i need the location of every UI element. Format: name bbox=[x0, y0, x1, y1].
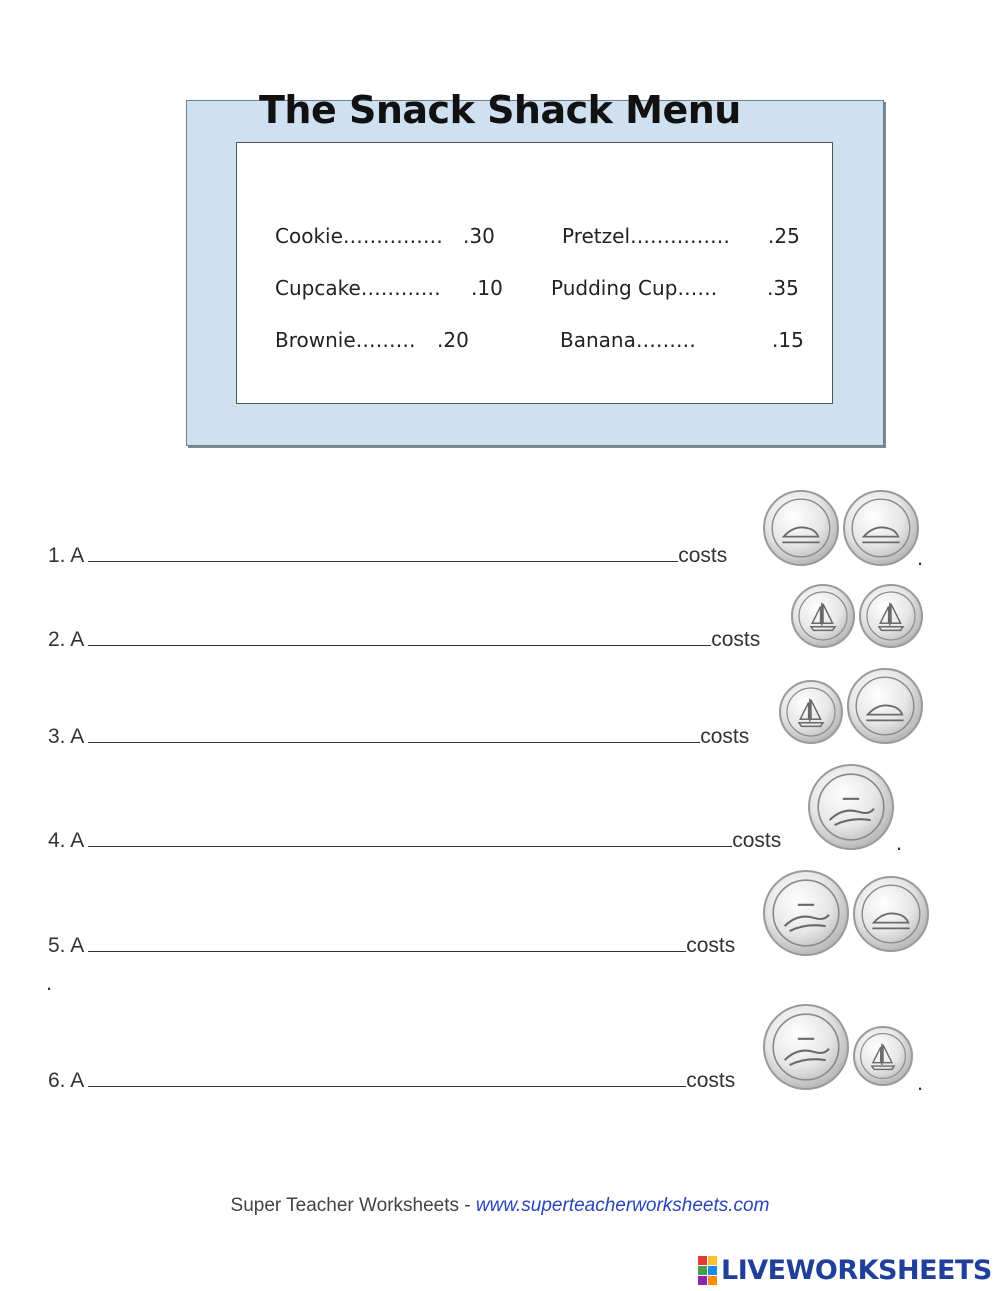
menu-title: The Snack Shack Menu bbox=[259, 88, 741, 132]
menu-price-banana: .15 bbox=[772, 328, 804, 352]
sentence-period: . bbox=[46, 970, 53, 995]
quarter-coin-icon bbox=[763, 870, 849, 956]
nickel-coin-icon bbox=[853, 876, 929, 952]
answer-blank-6[interactable] bbox=[88, 1068, 686, 1087]
menu-item-banana: Banana……… bbox=[560, 328, 696, 352]
answer-blank-2[interactable] bbox=[88, 627, 711, 646]
menu-price-brownie: .20 bbox=[437, 328, 469, 352]
costs-label: costs bbox=[700, 725, 750, 748]
quarter-coin-icon bbox=[808, 764, 894, 850]
question-number: 3. A bbox=[48, 725, 85, 748]
menu-box bbox=[236, 142, 833, 404]
answer-blank-3[interactable] bbox=[88, 724, 700, 743]
footer-text: Super Teacher Worksheets - bbox=[230, 1195, 476, 1216]
coins-4 bbox=[808, 764, 894, 850]
sentence-period: . bbox=[917, 545, 924, 570]
menu-item-cupcake: Cupcake………… bbox=[275, 276, 441, 300]
dime-coin-icon bbox=[779, 680, 843, 744]
dime-coin-icon bbox=[853, 1026, 913, 1086]
nickel-coin-icon bbox=[847, 668, 923, 744]
question-number: 1. A bbox=[48, 544, 85, 567]
logo-block bbox=[698, 1276, 707, 1285]
quarter-coin-icon bbox=[763, 1004, 849, 1090]
nickel-coin-icon bbox=[763, 490, 839, 566]
coins-1 bbox=[763, 490, 919, 566]
question-number: 2. A bbox=[48, 628, 85, 651]
logo-block bbox=[708, 1266, 717, 1275]
logo-block bbox=[698, 1266, 707, 1275]
logo-block bbox=[708, 1256, 717, 1265]
question-5 bbox=[48, 933, 735, 958]
costs-label: costs bbox=[732, 829, 782, 852]
answer-blank-4[interactable] bbox=[88, 828, 732, 847]
dime-coin-icon bbox=[791, 584, 855, 648]
menu-item-pretzel: Pretzel…………… bbox=[562, 224, 730, 248]
answer-blank-1[interactable] bbox=[88, 543, 678, 562]
logo-text: LIVEWORKSHEETS bbox=[721, 1255, 992, 1286]
coins-3 bbox=[779, 668, 923, 744]
sentence-period: . bbox=[896, 830, 903, 855]
menu-price-cookie: .30 bbox=[463, 224, 495, 248]
footer-link[interactable]: www.superteacherworksheets.com bbox=[475, 1195, 770, 1216]
dime-coin-icon bbox=[859, 584, 923, 648]
answer-blank-5[interactable] bbox=[88, 933, 686, 952]
nickel-coin-icon bbox=[843, 490, 919, 566]
sentence-period: . bbox=[917, 1070, 924, 1095]
question-number: 4. A bbox=[48, 829, 85, 852]
logo-block bbox=[698, 1256, 707, 1265]
question-1 bbox=[48, 543, 727, 568]
costs-label: costs bbox=[678, 544, 728, 567]
menu-item-cookie: Cookie…………… bbox=[275, 224, 443, 248]
menu-price-pretzel: .25 bbox=[768, 224, 800, 248]
coins-5 bbox=[763, 870, 929, 956]
coins-2 bbox=[791, 584, 923, 648]
coins-6 bbox=[763, 1004, 913, 1090]
footer bbox=[0, 1195, 1000, 1217]
costs-label: costs bbox=[686, 934, 736, 957]
logo-block bbox=[708, 1276, 717, 1285]
question-3 bbox=[48, 724, 749, 749]
costs-label: costs bbox=[711, 628, 761, 651]
question-4 bbox=[48, 828, 781, 853]
liveworksheets-logo[interactable] bbox=[698, 1255, 992, 1286]
question-number: 5. A bbox=[48, 934, 85, 957]
menu-item-brownie: Brownie……… bbox=[275, 328, 416, 352]
question-2 bbox=[48, 627, 760, 652]
logo-blocks-icon bbox=[698, 1256, 717, 1285]
costs-label: costs bbox=[686, 1069, 736, 1092]
question-6 bbox=[48, 1068, 735, 1093]
menu-price-pudding-cup: .35 bbox=[767, 276, 799, 300]
menu-item-pudding-cup: Pudding Cup…… bbox=[551, 276, 718, 300]
menu-price-cupcake: .10 bbox=[471, 276, 503, 300]
question-number: 6. A bbox=[48, 1069, 85, 1092]
